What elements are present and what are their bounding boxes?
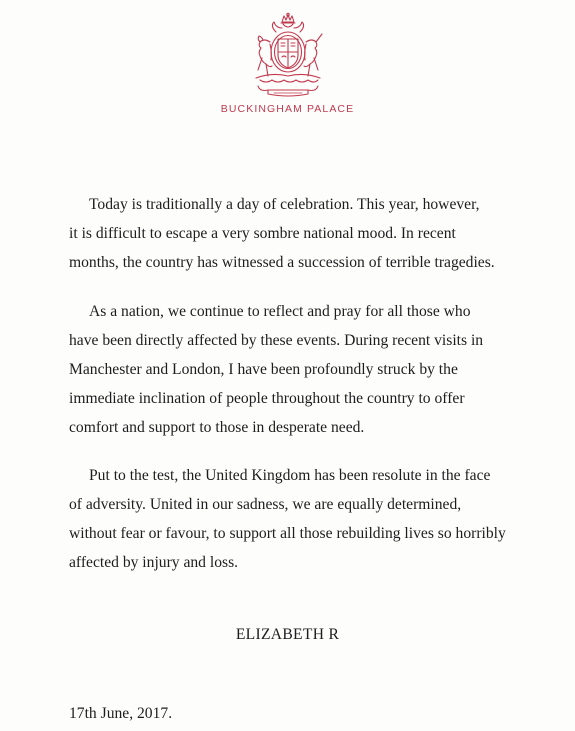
paragraph-line: Manchester and London, I have been profoundly struck by the	[69, 361, 458, 378]
paragraph-line: it is difficult to escape a very sombre national mood. In recent	[69, 225, 456, 242]
letter-date: 17th June, 2017.	[69, 705, 173, 722]
paragraph-line: comfort and support to those in desperate need.	[69, 419, 365, 436]
paragraph-line: months, the country has witnessed a succession of terrible tragedies.	[69, 254, 495, 271]
paragraph-3	[69, 461, 529, 577]
paragraph-line: Put to the test, the United Kingdom has been resolute in the face	[89, 467, 491, 484]
signature: ELIZABETH R	[235, 626, 340, 643]
paragraph-line: As a nation, we continue to reflect and pray for all those who	[89, 303, 471, 320]
paragraph-line: of adversity. United in our sadness, we are equally determined,	[69, 496, 462, 513]
paragraph-2	[69, 297, 529, 442]
paragraph-1	[69, 190, 529, 277]
paragraph-line: immediate inclination of people throughout the country to offer	[69, 390, 465, 407]
paragraph-line: have been directly affected by these events. During recent visits in	[69, 332, 484, 349]
royal-coat-of-arms-icon	[246, 12, 330, 98]
paragraph-line: Today is traditionally a day of celebration. This year, however,	[89, 196, 480, 213]
letterhead-address: BUCKINGHAM PALACE	[220, 103, 355, 115]
paragraph-line: without fear or favour, to support all those rebuilding lives so horribly	[69, 525, 506, 542]
paragraph-line: affected by injury and loss.	[69, 554, 239, 571]
